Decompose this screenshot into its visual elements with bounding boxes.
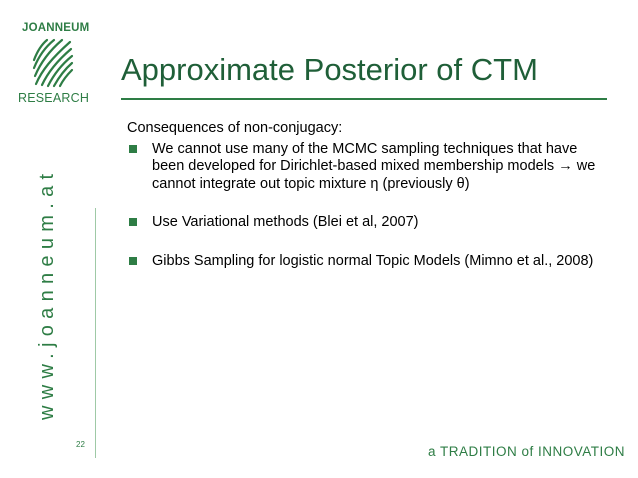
logo-top-text: JOANNEUM (22, 22, 90, 34)
lead-text: Consequences of non-conjugacy: (127, 120, 343, 136)
sidebar-divider (95, 208, 96, 458)
footer-tagline: a TRADITION of INNOVATION (428, 444, 626, 459)
title-underline (121, 98, 607, 100)
list-item (127, 214, 607, 232)
list-item (127, 141, 607, 194)
vertical-website-url: www.joanneum.at (36, 167, 58, 420)
square-bullet-icon (129, 145, 137, 153)
slide-title: Approximate Posterior of CTM (121, 52, 538, 87)
page-number: 22 (76, 440, 85, 449)
logo-bottom-text: RESEARCH (18, 91, 90, 105)
list-item (127, 253, 607, 271)
slide-body (127, 120, 607, 291)
square-bullet-icon (129, 257, 137, 265)
logo-mark-icon (32, 36, 74, 88)
bullet-text: Gibbs Sampling for logistic normal Topic Models (Mimno et al., 2008) (152, 252, 594, 269)
square-bullet-icon (129, 218, 137, 226)
bullet-list (127, 141, 607, 271)
bullet-text: Use Variational methods (Blei et al, 2007) (152, 214, 419, 230)
bullet-text: We cannot use many of the MCMC sampling techniques that have been developed for Dirichlet-based mixed membership models → we cannot integrate out topic mixture η (previously θ) (152, 140, 596, 192)
